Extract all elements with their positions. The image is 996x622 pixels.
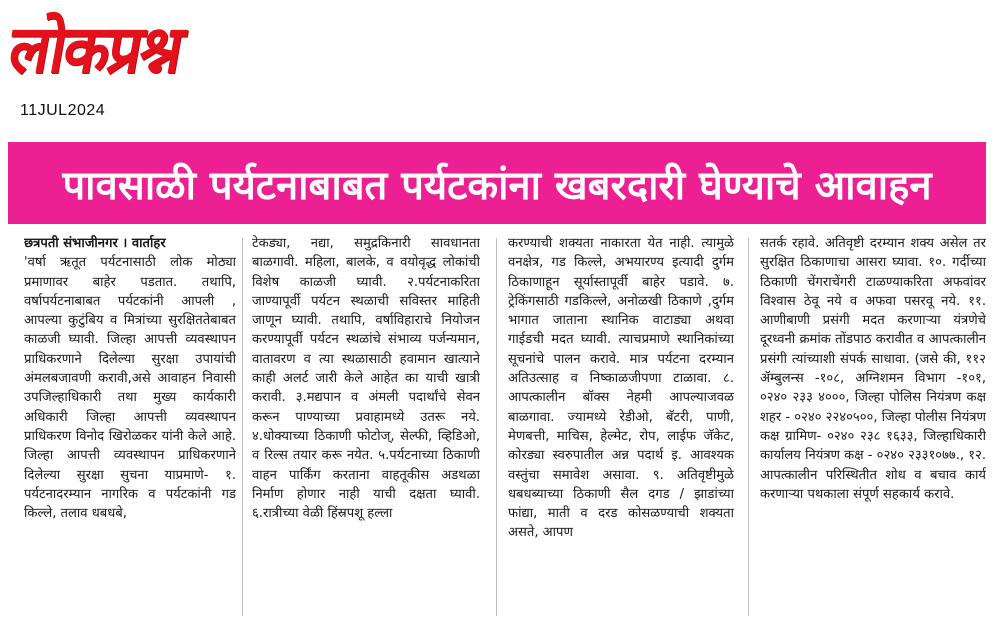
article-column-2: [252, 234, 480, 618]
byline: छत्रपती संभाजीनगर । वार्ताहर: [24, 236, 166, 251]
headline-banner: [8, 142, 986, 224]
logo-text: लोकप्रश्न: [3, 11, 188, 89]
column-divider: [242, 238, 243, 616]
column-4-text: सतर्क रहावे. अतिवृष्टी दरम्यान शक्य असेल तर सुरक्षित ठिकाणाचा आसरा घ्यावा. १०. गर्दीच्या ठिकाणी चेंगराचेंगरी टाळण्याकरिता अफवांवर विश्वास ठेवू नये व अफवा पसरवू नये. ११. आणीबाणी प्रसंगी मदत करणाऱ्या यंत्रणेचे दूरध्वनी क्रमांक तोंडपाठ करावीत व आपत्कालीन प्रसंगी त्यांच्याशी संपर्क साधावा. (जसे की, ११२ ॲम्बुलन्स -१०८, अग्निशमन विभाग -१०१, ०२४० २३३ ४०००, जिल्हा पोलिस नियंत्रण कक्ष शहर - ०२४० २२४०५००, जिल्हा पोलीस नियंत्रण कक्ष ग्रामिण- ०२४० २३८ १६३३, जिल्हाधिकारी कार्यालय नियंत्रण कक्ष - ०२४० २३३१०७७., १२. आपत्कालीन परिस्थितीत शोध व बचाव कार्य करणाऱ्या पथकाला संपूर्ण सहकार्य करावे.: [760, 236, 986, 502]
column-divider: [748, 238, 749, 616]
column-2-text: टेकड्या, नद्या, समुद्रकिनारी सावधानता बाळगावी. महिला, बालके, व वयोवृद्ध लोकांची विशेष काळजी घ्यावी. २.पर्यटनाकरिता जाण्यापूर्वी पर्यटन स्थळाची सविस्तर माहिती जाणून घ्यावी. तथापि, वर्षाविहाराचे नियोजन करण्यापूर्वी पर्यटन स्थळांचे संभाव्य पर्जन्यमान, वातावरण व त्या स्थळासाठी हवामान खात्याने काही अलर्ट जारी केले आहेत का याची खात्री करावी. ३.मद्यपान व अंमली पदार्थांचे सेवन करून पाण्याच्या प्रवाहामध्ये उतरू नये. ४.धोक्याच्या ठिकाणी फोटोज्, सेल्फी, व्हिडिओ, व रिल्स तयार करू नयेत. ५.पर्यटनाच्या ठिकाणी वाहन पार्किंग करताना वाहतूकीस अडथळा निर्माण होणार नाही याची दक्षता घ्यावी. ६.रात्रीच्या वेळी हिंस्रपशू हल्ला: [252, 236, 480, 522]
column-divider: [496, 238, 497, 616]
newspaper-logo: [3, 4, 260, 96]
publication-date: 11JUL2024: [20, 102, 106, 119]
article-column-3: [508, 234, 734, 618]
article-column-1: [24, 234, 236, 618]
column-1-text: 'वर्षा ऋतूत पर्यटनासाठी लोक मोठ्या प्रमाणावर बाहेर पडतात. तथापि, वर्षापर्यटनाबाबत पर्यटकांनी आपली , आपल्या कुटुंबिय व मित्रांच्या सुरक्षिततेबाबत काळजी घ्यावी. जिल्हा आपत्ती व्यवस्थापन प्राधिकरणाने दिलेल्या सुरक्षा उपायांची अंमलबजावणी करावी,असे आवाहन निवासी उपजिल्हाधिकारी तथा मुख्य कार्यकारी अधिकारी जिल्हा आपत्ती व्यवस्थापन प्राधिकरण विनोद खिरोळकर यांनी केले आहे. जिल्हा आपत्ती व्यवस्थापन प्राधिकरणाने दिलेल्या सुरक्षा सुचना याप्रमाणे- १. पर्यटनादरम्यान नागरिक व पर्यटकांनी गड किल्ले, तलाव धबधबे,: [24, 255, 236, 522]
article-body: [24, 234, 988, 618]
article-column-4: [760, 234, 986, 618]
column-3-text: करण्याची शक्यता नाकारता येत नाही. त्यामुळे वनक्षेत्र, गड किल्ले, अभयारण्य इत्यादी दुर्गम ठिकाणाहून सूर्यास्तापूर्वी बाहेर पडावे. ७. ट्रेकिंगसाठी गडकिल्ले, अनोळखी ठिकाणे ,दुर्गम भागात जाताना स्थानिक वाटाड्या अथवा गाईडची मदत घ्यावी. त्याचप्रमाणे स्थानिकांच्या सूचनांचे पालन करावे. मात्र पर्यटना दरम्यान अतिउत्साह व निष्काळजीपणा टाळावा. ८. आपत्कालीन बॉक्स नेहमी आपल्याजवळ बाळगावा. ज्यामध्ये रेडीओ, बॅटरी, पाणी, मेणबत्ती, माचिस, हेल्मेट, रोप, लाईफ जॅकेट, कोरड्या स्वरुपातील अन्न पदार्थ इ. आवश्यक वस्तुंचा समावेश असावा. ९. अतिवृष्टीमुळे धबधब्याच्या ठिकाणी सैल दगड / झाडांच्या फांद्या, माती व दरड कोसळण्याची शक्यता असते, आपण: [508, 236, 734, 541]
headline: पावसाळी पर्यटनाबाबत पर्यटकांना खबरदारी घेण्याचे आवाहन: [62, 162, 932, 209]
